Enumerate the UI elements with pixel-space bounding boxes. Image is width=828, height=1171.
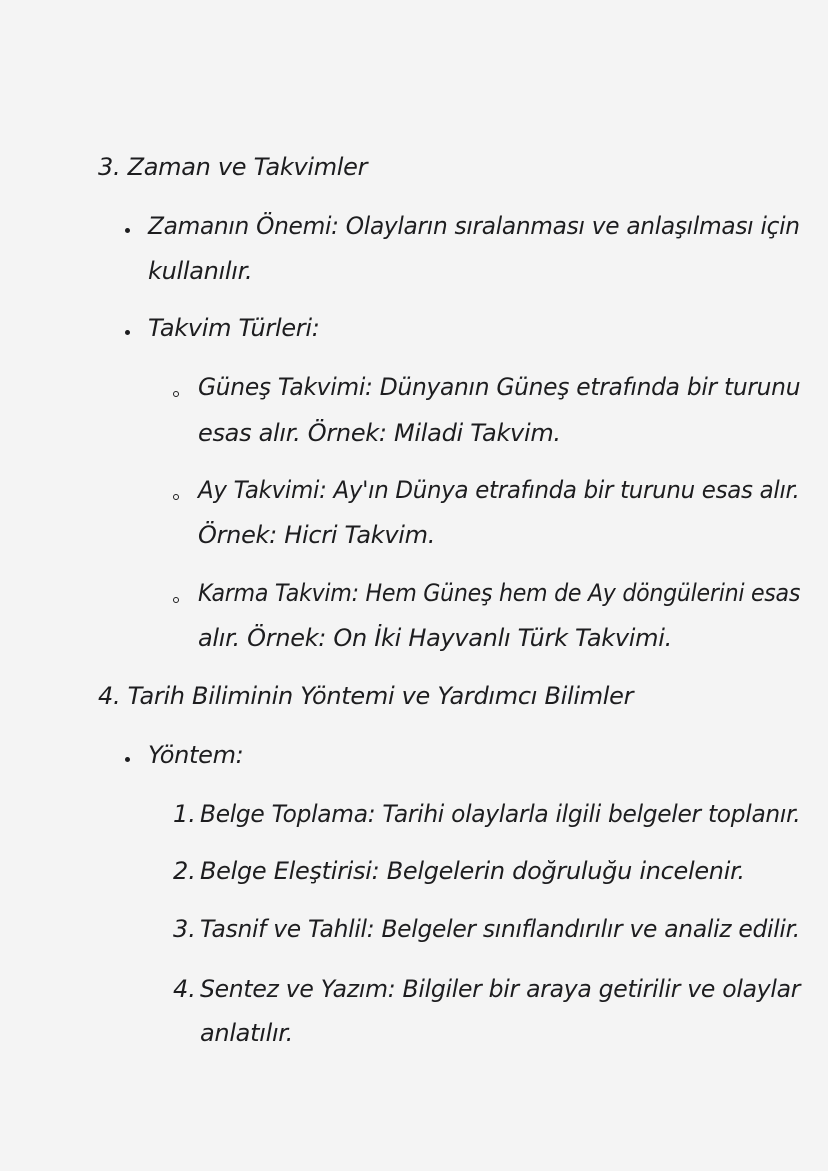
step-number: 4.: [173, 975, 196, 1003]
sub-item-text: Örnek: Hicri Takvim.: [198, 521, 436, 549]
step-text: Sentez ve Yazım: Bilgiler bir araya getirilir ve olaylar: [200, 975, 801, 1003]
step-number: 1.: [173, 800, 196, 828]
list-item-text: kullanılır.: [148, 257, 253, 285]
bullet-dot: [125, 228, 130, 233]
list-item-text: Takvim Türleri:: [148, 314, 320, 342]
section-heading: 4. Tarih Biliminin Yöntemi ve Yardımcı Bilimler: [98, 682, 634, 710]
step-number: 3.: [173, 915, 196, 943]
bullet-dot: [125, 757, 130, 762]
sub-item-text: esas alır. Örnek: Miladi Takvim.: [198, 419, 561, 447]
sub-bullet-circle: [173, 597, 179, 603]
sub-item-text: Güneş Takvimi: Dünyanın Güneş etrafında bir turunu: [198, 373, 801, 401]
sub-item-text: Ay Takvimi: Ay'ın Dünya etrafında bir turunu esas alır.: [198, 476, 800, 504]
sub-item-text: alır. Örnek: On İki Hayvanlı Türk Takvimi.: [198, 624, 672, 652]
list-item-text: Zamanın Önemi: Olayların sıralanması ve anlaşılması için: [148, 212, 800, 240]
sub-item-text: Karma Takvim: Hem Güneş hem de Ay döngülerini esas: [198, 579, 801, 607]
step-text: anlatılır.: [200, 1019, 294, 1047]
sub-bullet-circle: [173, 494, 179, 500]
step-text: Belge Toplama: Tarihi olaylarla ilgili belgeler toplanır.: [200, 800, 801, 828]
step-text: Belge Eleştirisi: Belgelerin doğruluğu incelenir.: [200, 857, 745, 885]
section-heading: 3. Zaman ve Takvimler: [98, 153, 368, 181]
bullet-dot: [125, 330, 130, 335]
list-item-text: Yöntem:: [148, 741, 244, 769]
step-text: Tasnif ve Tahlil: Belgeler sınıflandırılır ve analiz edilir.: [200, 915, 800, 943]
sub-bullet-circle: [173, 391, 179, 397]
step-number: 2.: [173, 857, 196, 885]
